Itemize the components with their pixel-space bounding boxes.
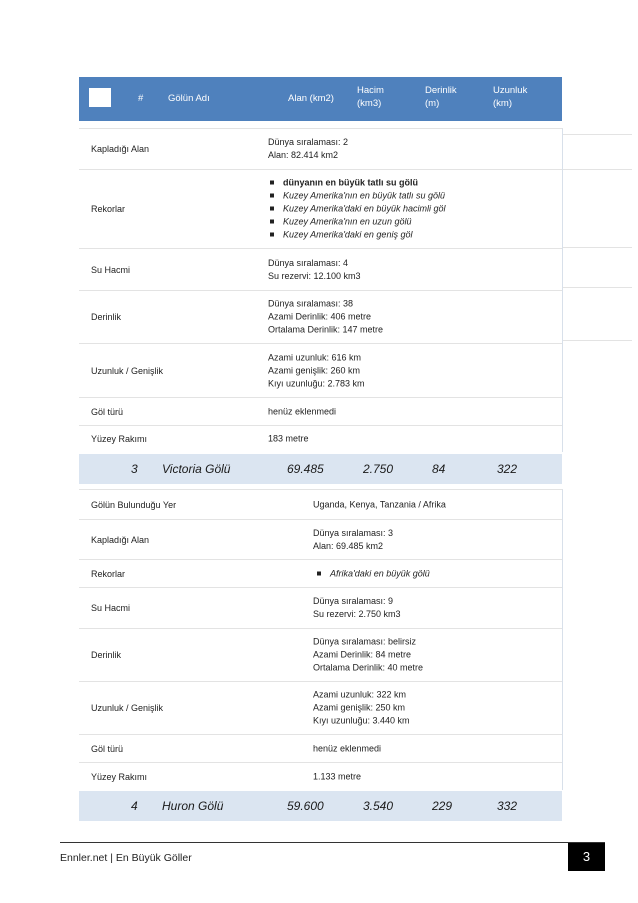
row-value: Su rezervi: 12.100 km3 [268,270,361,281]
row-value: Dünya sıralaması: 9 [313,596,394,606]
header-checkbox [89,88,111,107]
row-label: Uzunluk / Genişlik [91,703,164,713]
row-value: Azami uzunluk: 322 km [313,689,407,700]
row-label: Yüzey Rakımı [91,771,148,782]
page-number: 3 [568,843,605,871]
row-label: Rekorlar [91,204,126,214]
col-volume: Hacim (km3) [357,85,384,109]
lake3-type-row [79,735,562,763]
row-label: Göl türü [91,406,124,417]
row-value: Kıyı uzunluğu: 2.783 km [268,378,365,388]
lake-number: 4 [131,799,138,813]
lake-length: 332 [497,799,518,813]
lake-volume: 2.750 [363,462,394,476]
lake-area: 59.600 [287,799,324,813]
row-value: henüz eklenmedi [313,743,382,753]
row-value: Uganda, Kenya, Tanzania / Afrika [313,499,446,509]
records-list [268,177,445,242]
lake3-depth-row [79,629,562,682]
row-label: Göl türü [91,743,124,754]
row-label: Yüzey Rakımı [91,434,148,444]
footer-text: Ennler.net | En Büyük Göller [60,852,192,864]
row-value: Dünya sıralaması: belirsiz [313,636,417,647]
lake-length: 322 [497,462,518,476]
col-area: Alan (km2) [288,93,334,104]
row-value: Dünya sıralaması: 2 [268,137,349,147]
row-value: Kıyı uzunluğu: 3.440 km [313,715,410,726]
record-item: Kuzey Amerika'nın en uzun gölü [268,216,445,229]
row-value: Dünya sıralaması: 4 [268,257,349,268]
lake-depth: 84 [432,462,446,476]
lake2-depth-row [79,291,562,344]
lake2-volume-row [79,249,562,291]
row-label: Uzunluk / Genişlik [91,365,164,376]
col-length: Uzunluk (km) [493,85,528,109]
record-item: Kuzey Amerika'daki en geniş göl [268,229,445,242]
col-num: # [138,93,144,104]
col-depth: Derinlik (m) [425,85,457,109]
records-list [315,567,430,580]
row-value: 183 metre [268,433,309,444]
row-label: Su Hacmi [91,603,131,613]
row-value: Ortalama Derinlik: 147 metre [268,324,384,335]
row-value: Azami Derinlik: 406 metre [268,311,372,322]
row-value: Azami genişlik: 250 km [313,702,406,713]
record-item: Kuzey Amerika'nın en büyük tatlı su gölü [268,190,445,203]
record-item: Afrika'daki en büyük gölü [315,567,430,580]
lake3-location-row [79,490,562,520]
lake2-elevation-row [79,426,562,452]
lake2-size-row [79,344,562,398]
lake3-records-row [79,560,562,588]
lake-area: 69.485 [287,462,324,476]
row-value: Alan: 82.414 km2 [268,150,339,160]
lake-name: Huron Gölü [162,799,224,813]
lake3-area-row [79,520,562,560]
lake4-summary-row [79,791,562,821]
row-value: Alan: 69.485 km2 [313,540,384,551]
row-value: henüz eklenmedi [268,406,337,416]
table-header [79,77,562,121]
row-value: Azami Derinlik: 84 metre [313,649,412,660]
lake2-area-row [79,129,562,170]
row-value: 1.133 metre [313,771,362,781]
lake3-summary-row [79,454,562,484]
row-label: Kapladığı Alan [91,534,150,545]
lake3-elevation-row [79,763,562,790]
row-label: Rekorlar [91,568,126,579]
footer-divider [60,842,605,843]
row-value: Ortalama Derinlik: 40 metre [313,662,424,673]
lake3-size-row [79,682,562,735]
lake-number: 3 [131,462,138,476]
lake-volume: 3.540 [363,799,394,813]
record-item: dünyanın en büyük tatlı su gölü [268,177,445,190]
row-label: Kapladığı Alan [91,144,150,154]
lake2-records-row [79,170,562,249]
record-item: Kuzey Amerika'daki en büyük hacimli göl [268,203,445,216]
lake3-volume-row [79,588,562,629]
lake3-details [79,489,563,790]
lake-depth: 229 [432,799,453,813]
row-label: Derinlik [91,650,122,660]
row-label: Su Hacmi [91,264,131,275]
row-value: Dünya sıralaması: 38 [268,298,354,309]
col-name: Gölün Adı [168,93,210,104]
row-label: Gölün Bulunduğu Yer [91,499,177,510]
row-value: Su rezervi: 2.750 km3 [313,609,401,619]
row-value: Azami uzunluk: 616 km [268,352,362,362]
lake-name: Victoria Gölü [162,462,231,476]
row-value: Azami genişlik: 260 km [268,365,361,375]
lake2-type-row [79,398,562,426]
row-value: Dünya sıralaması: 3 [313,527,394,538]
lake2-details [79,128,563,452]
row-label: Derinlik [91,312,122,322]
